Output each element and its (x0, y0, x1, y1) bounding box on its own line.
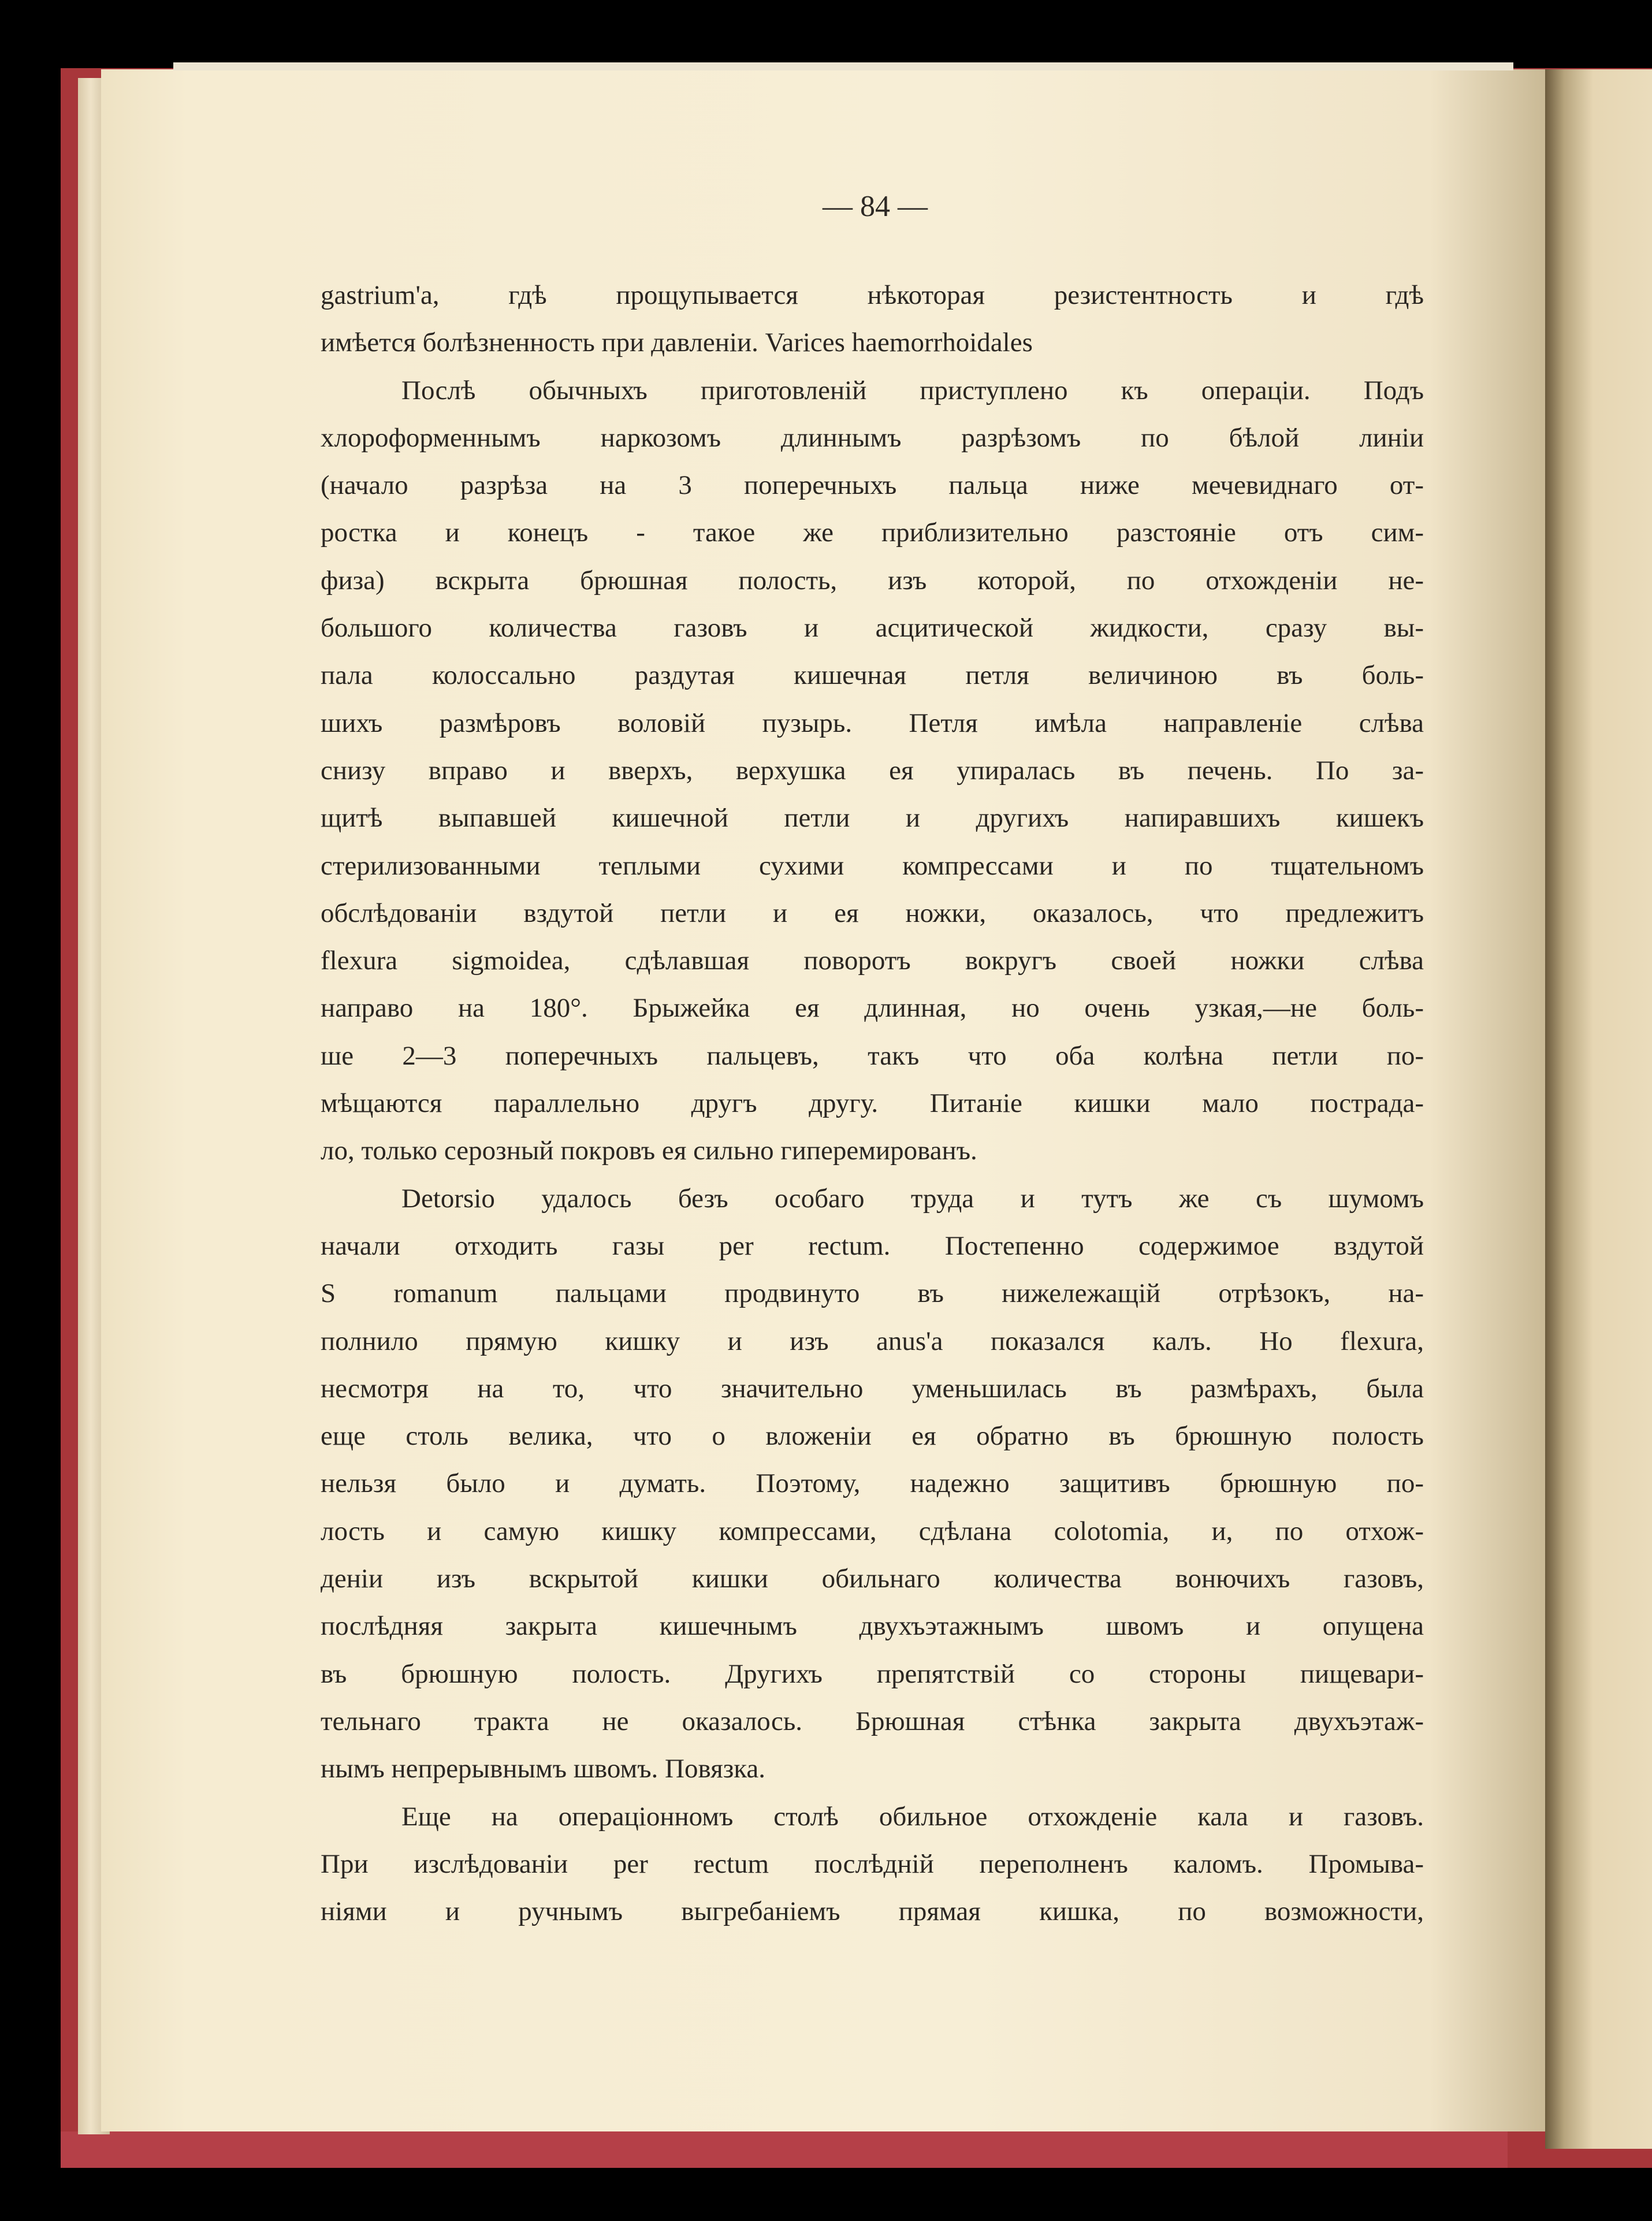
text-line: несмотря на то, что значительно уменьшилась въ размѣрахъ, была (321, 1373, 1424, 1404)
text-line: направо на 180°. Брыжейка ея длинная, но очень узкая,—не боль- (321, 993, 1424, 1024)
facing-page (1545, 69, 1652, 2149)
text-line: стерилизованными теплыми сухими компрессами и по тщательномъ (321, 850, 1424, 881)
text-line: ше 2—3 поперечныхъ пальцевъ, такъ что оба колѣна петли по- (321, 1040, 1424, 1071)
text-line: flexura sigmoidea, сдѣлавшая поворотъ вокругъ своей ножки слѣва (321, 946, 1424, 976)
text-line: полнило прямую кишку и изъ anus'a показался калъ. Но flexura, (321, 1326, 1424, 1356)
text-line: мѣщаются параллельно другъ другу. Питаніе кишки мало пострада- (321, 1088, 1424, 1119)
text-line: нельзя было и думать. Поэтому, надежно защитивъ брюшную по- (321, 1468, 1424, 1499)
text-line: Еще на операціонномъ столѣ обильное отхожденіе кала и газовъ. (401, 1801, 1424, 1832)
text-line: пала колоссально раздутая кишечная петля величиною въ боль- (321, 660, 1424, 691)
text-line: въ брюшную полость. Другихъ препятствій со стороны пищевари- (321, 1658, 1424, 1689)
text-line: физа) вскрыта брюшная полость, изъ которой, по отхожденіи не- (321, 565, 1424, 596)
text-line: Detorsio удалось безъ особаго труда и тутъ же съ шумомъ (401, 1183, 1424, 1214)
text-line: имѣется болѣзненность при давленіи. Varices haemorrhoidales (321, 328, 1033, 358)
text-line: снизу вправо и вверхъ, верхушка ея упиралась въ печень. По за- (321, 755, 1424, 786)
text-line: большого количества газовъ и асцитической жидкости, сразу вы- (321, 613, 1424, 643)
text-line: При изслѣдованіи per rectum послѣдній переполненъ каломъ. Промыва- (321, 1848, 1424, 1879)
text-line: нымъ непрерывнымъ швомъ. Повязка. (321, 1754, 765, 1784)
text-line: (начало разрѣза на 3 поперечныхъ пальца ниже мечевиднаго от- (321, 470, 1424, 501)
text-line: еще столь велика, что о вложеніи ея обратно въ брюшную полость (321, 1421, 1424, 1452)
text-line: деніи изъ вскрытой кишки обильнаго количества вонючихъ газовъ, (321, 1564, 1424, 1594)
page-number: — 84 — (823, 190, 928, 223)
text-line: тельнаго тракта не оказалось. Брюшная стѣнка закрыта двухъэтаж- (321, 1706, 1424, 1736)
text-line: S romanum пальцами продвинуто въ нижележащій отрѣзокъ, на- (321, 1278, 1424, 1309)
page-top-edge (173, 62, 1513, 70)
text-line: gastrium'a, гдѣ прощупывается нѣкоторая резистентность и гдѣ (321, 280, 1424, 310)
text-line: обслѣдованіи вздутой петли и ея ножки, оказалось, что предлежитъ (321, 898, 1424, 928)
text-line: начали отходить газы per rectum. Постепенно содержимое вздутой (321, 1230, 1424, 1261)
text-line: Послѣ обычныхъ приготовленій приступлено къ операціи. Подъ (401, 375, 1424, 405)
text-line: послѣдняя закрыта кишечнымъ двухъэтажнымъ швомъ и опущена (321, 1611, 1424, 1642)
page-text (321, 271, 1424, 1935)
text-line: хлороформеннымъ наркозомъ длиннымъ разрѣзомъ по бѣлой линіи (321, 422, 1424, 453)
book-cover-bottom-edge (61, 2131, 1508, 2168)
text-line: шихъ размѣровъ воловій пузырь. Петля имѣла направленіе слѣва (321, 708, 1424, 738)
text-line: ло, только серозный покровъ ея сильно гиперемированъ. (321, 1136, 977, 1166)
text-line: ростка и конецъ - такое же приблизительно разстояніе отъ сим- (321, 518, 1424, 548)
text-line: щитѣ выпавшей кишечной петли и другихъ напиравшихъ кишекъ (321, 803, 1424, 834)
text-line: ніями и ручнымъ выгребаніемъ прямая кишка, по возможности, (321, 1896, 1424, 1927)
text-line: лость и самую кишку компрессами, сдѣлана colotomia, и, по отхож- (321, 1516, 1424, 1546)
